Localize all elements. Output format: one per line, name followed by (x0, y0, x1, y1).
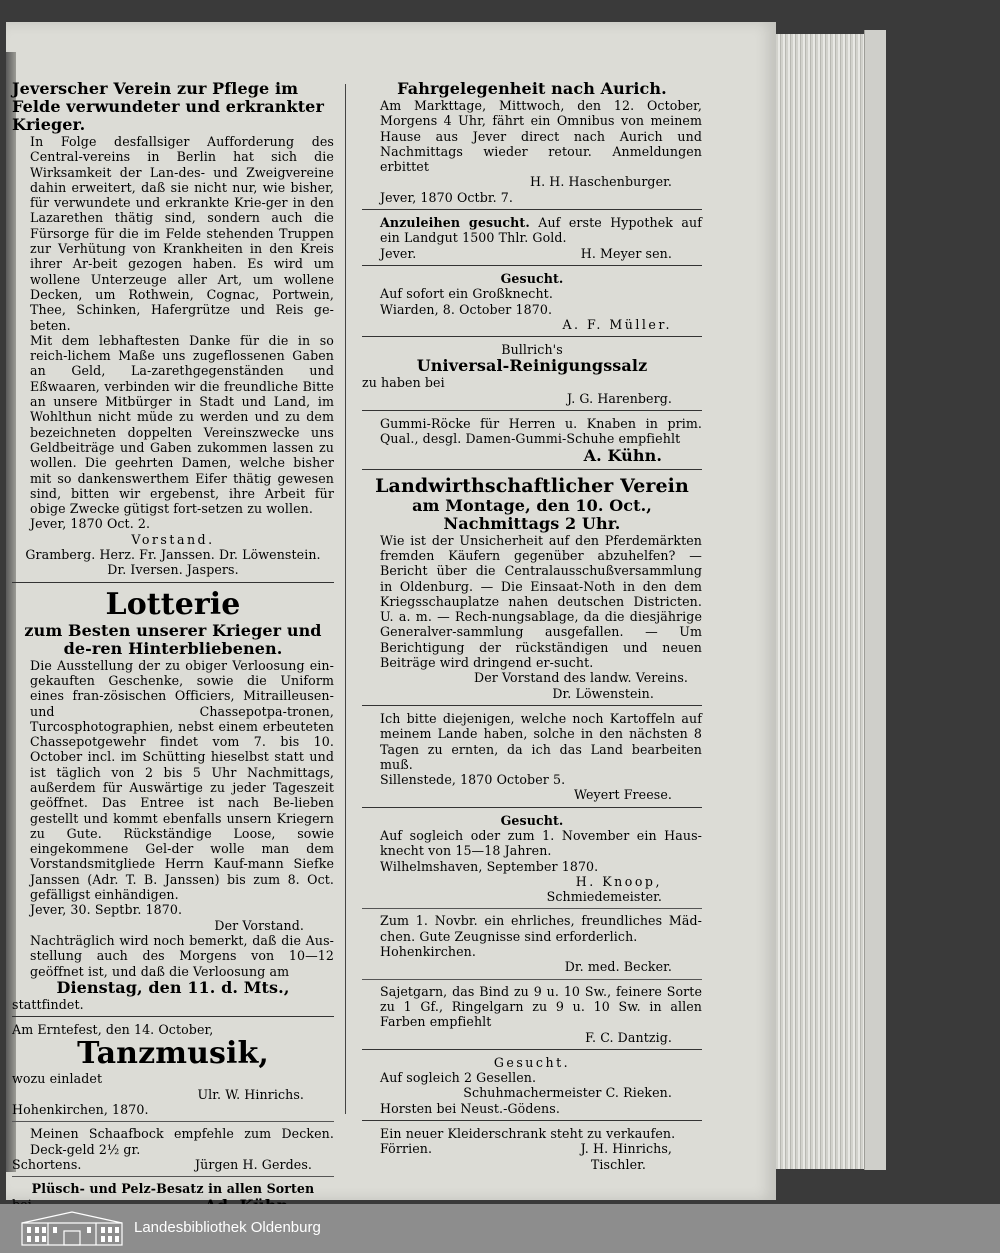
gesellen-place: Horsten bei Neust.-Gödens. (380, 1100, 560, 1116)
separator (12, 1016, 334, 1017)
maedchen-ad (362, 913, 702, 974)
separator (362, 410, 702, 411)
salz-title: Universal-Reinigungssalz (416, 356, 648, 376)
kartoffeln-sign: Weyert Freese. (573, 787, 672, 803)
lotterie-stattfindet: stattfindet. (12, 996, 84, 1012)
separator (362, 705, 702, 706)
verein-title: Jeverscher Verein zur Pflege im Felde verwundeter und erkrankter Krieger. (12, 79, 324, 134)
tanz-sign: Ulr. W. Hinrichs. (197, 1086, 304, 1102)
aurich-ad (362, 80, 702, 205)
gummi-text: Gummi-Röcke für Herren u. Knaben in prim. Qual., desgl. Damen-Gummi-Schuhe empfiehlt (380, 416, 702, 447)
verein-names-1: Gramberg. Herz. Fr. Janssen. Dr. Löwenstein. (25, 547, 321, 563)
sajet-text: Sajetgarn, das Bind zu 9 u. 10 Sw., feinere Sorte zu 1 Gf., Ringelgarn zu 9 u. 10 Sw. in allen Farben empfiehlt (380, 983, 702, 1030)
gummi-ad (362, 416, 702, 465)
lotterie-date: Jever, 30. Septbr. 1870. (30, 902, 183, 918)
landw-sign-1: Der Vorstand des landw. Vereins. (474, 670, 688, 686)
column-divider (345, 84, 346, 1114)
book-cover-edge (864, 30, 886, 1170)
separator (362, 336, 702, 337)
salz-sign: J. G. Harenberg. (567, 390, 672, 406)
separator (362, 1120, 702, 1121)
landw-ad (362, 475, 702, 701)
separator (362, 265, 702, 266)
lotterie-text-2: Nachträglich wird noch bemerkt, daß die Aus-stellung auch des Morgens von 10—12 geöffnet ist, und daß die Verloosung am (30, 932, 334, 979)
grossknecht-date: Wiarden, 8. October 1870. (380, 301, 553, 317)
separator (362, 209, 702, 210)
verein-date: Jever, 1870 Oct. 2. (30, 516, 151, 532)
separator (362, 807, 702, 808)
schrank-sign-2: Tischler. (590, 1156, 646, 1172)
right-column (362, 80, 702, 1176)
lotterie-title: Lotterie (105, 586, 241, 622)
hausknecht-sign-1: H. Knoop, (575, 873, 662, 889)
hausknecht-ad (362, 813, 702, 905)
hausknecht-text: Auf sogleich oder zum 1. November ein Haus-knecht von 15—18 Jahren. (380, 827, 702, 859)
gesellen-sign: Schuhmachermeister C. Rieken. (463, 1085, 672, 1101)
schrank-sign-1: J. H. Hinrichs, (580, 1141, 672, 1157)
grossknecht-sign: A. F. Müller. (562, 316, 672, 332)
salz-ad (362, 342, 702, 406)
anzuleihen-title: Anzuleihen gesucht. (380, 215, 530, 231)
salz-line-1: Bullrich's (501, 342, 563, 358)
kartoffeln-ad (362, 711, 702, 803)
schaafbock-footer (12, 1157, 334, 1172)
hausknecht-title: Gesucht. (500, 812, 564, 828)
library-building-logo (18, 1209, 126, 1247)
landw-text: Wie ist der Unsicherheit auf den Pferdemärkten fremden Käufern gegenüber abzuhelfen? — Bericht über die Centralausschußversammlung in Oldenburg. — Die Einsaat-Noth in den dem Kriegsschauplatze nahen deutschen Districten. U. a. m. — Rech-nungsablage, da die diesjährige Generalver-sammlung ausgefallen. — Um Berichtigung der rückständigen und neuen Beiträge wird dringend er-sucht. (380, 532, 702, 671)
gesellen-title: Gesucht. (493, 1054, 571, 1070)
schrank-ad (362, 1126, 702, 1172)
separator (362, 469, 702, 470)
tanz-ad (12, 1022, 334, 1117)
schrank-place: Förrien. (380, 1141, 433, 1157)
kartoffeln-date: Sillenstede, 1870 October 5. (380, 772, 566, 788)
landw-date-2: Nachmittags 2 Uhr. (443, 513, 621, 533)
landw-date-1: am Montage, den 10. Oct., (412, 495, 652, 515)
verein-text-2: Mit dem lebhaftesten Danke für die in so reich-lichem Maße uns zugeflossenen Gaben an Geld, La-zarethgegenständen und Eßwaaren, verbinden wir die freundliche Bitte an unsere Mitbürger in Stadt und Land, im Wohlthun nicht müde zu werden und zu dem bezeichneten doppelten Vereinszwecke uns Geldbeiträge und Gaben zukommen lassen zu wollen. Die geehrten Damen, welche bisher mit so dankenswerthem Eifer thätig gewesen sind, bitten wir ergebenst, ihre Arbeit für obige Zwecke gütigst fort-setzen zu wollen. (30, 332, 334, 517)
sajet-ad (362, 984, 702, 1045)
schaafbock-place: Schortens. (12, 1156, 82, 1172)
lotterie-text-1: Die Ausstellung der zu obiger Verloosung ein-gekauften Geschenke, sowie die Uniform eines fran-zösischen Officiers, Mitrailleusen- und Chassepotpa-tronen, Turcosphotographien, nebst einem erbeuteten Chassepotgewehr findet vom 7. bis 10. October incl. im Schütting hieselbst statt und ist täglich von 2 bis 5 Uhr Nachmittags, außerdem für Auswärtige zu jeder Tageszeit geöffnet. Das Entree ist nach Be-lieben gestellt und kommt ebenfalls unsern Kriegern zu Gute. Rückständige Loose, sowie eingekommene Gel-der wolle man dem Vorstandsmitgliede Herrn Kauf-mann Siefke Janssen (Adr. T. B. Janssen) bis zum 8. Oct. gefälligst einhändigen. (30, 657, 334, 903)
anzuleihen-place: Jever. (380, 245, 417, 261)
pluesch-text: Plüsch- und Pelz-Besatz in allen Sorten (31, 1181, 315, 1197)
schaafbock-text: Meinen Schaafbock empfehle zum Decken. Deck-geld 2½ gr. (30, 1126, 334, 1157)
lotterie-ad (12, 588, 334, 1013)
grossknecht-title: Gesucht. (500, 270, 564, 286)
kartoffeln-text: Ich bitte diejenigen, welche noch Kartoffeln auf meinem Lande haben, solche in den nächsten 8 Tagen zu ernten, da ich das Land bearbeiten muß. (380, 710, 702, 772)
separator (362, 979, 702, 980)
verein-text-1: In Folge desfallsiger Aufforderung des Central-vereins in Berlin hat sich die Wirksamkeit der Lan-des- und Zweigvereine dahin erweitert, daß sie nicht nur, wie bisher, für verwundete und erkrankte Krie-ger in den Lazarethen thätig sind, sondern auch die Fürsorge für die im Felde stehenden Truppen zur Verhütung von Krankheiten in den Kreis ihrer Ar-beit gezogen haben. Es wird um wollene Unterzeuge aller Art, um wollene Decken, um Rothwein, Cognac, Portwein, Thee, Schinken, Hafergrütze und Reis ge-beten. (30, 134, 334, 333)
footer-bar (0, 1204, 1000, 1253)
tanz-line-1: Am Erntefest, den 14. October, (12, 1022, 214, 1038)
tanz-line-2: wozu einladet (12, 1071, 103, 1087)
schaafbock-sign: Jürgen H. Gerdes. (194, 1156, 312, 1172)
hausknecht-sign-2: Schmiedemeister. (546, 889, 662, 905)
separator (362, 1049, 702, 1050)
separator (12, 1121, 334, 1122)
aurich-title: Fahrgelegenheit nach Aurich. (397, 79, 667, 98)
lotterie-sign: Der Vorstand. (214, 917, 304, 933)
landw-sign-2: Dr. Löwenstein. (552, 685, 654, 701)
schaafbock-ad (12, 1126, 334, 1172)
separator (12, 582, 334, 583)
grossknecht-ad (362, 271, 702, 332)
lotterie-day: Dienstag, den 11. d. Mts., (56, 977, 290, 997)
tanz-title: Tanzmusik, (77, 1036, 269, 1072)
tanz-place: Hohenkirchen, 1870. (12, 1102, 149, 1118)
lotterie-subtitle: zum Besten unserer Krieger und de-ren Hinterbliebenen. (24, 620, 322, 658)
sajet-sign: F. C. Dantzig. (585, 1029, 672, 1045)
gesellen-text: Auf sogleich 2 Gesellen. (380, 1070, 537, 1086)
library-name: Landesbibliothek Oldenburg (134, 1219, 321, 1236)
anzuleihen-sign: H. Meyer sen. (580, 245, 672, 261)
verein-vorstand: Vorstand. (131, 531, 215, 547)
left-column (12, 80, 334, 1219)
salz-line-2: zu haben bei (362, 375, 445, 391)
anzuleihen-ad (362, 215, 702, 261)
maedchen-place: Hohenkirchen. (380, 944, 476, 960)
maedchen-text: Zum 1. Novbr. ein ehrliches, freundliches Mäd-chen. Gute Zeugnisse sind erforderlich. (380, 913, 702, 944)
gesellen-ad (362, 1055, 702, 1116)
landw-title: Landwirthschaftlicher Verein (375, 474, 689, 497)
separator (12, 1176, 334, 1177)
anzuleihen-text: Auf erste Hypothek auf ein Landgut 1500 Thlr. Gold. (380, 215, 702, 246)
schrank-text: Ein neuer Kleiderschrank steht zu verkaufen. (380, 1126, 676, 1142)
aurich-date: Jever, 1870 Octbr. 7. (380, 189, 514, 205)
schrank-footer (362, 1141, 702, 1156)
grossknecht-text: Auf sofort ein Großknecht. (380, 286, 553, 302)
separator (362, 908, 702, 909)
verein-names-2: Dr. Iversen. Jaspers. (107, 562, 239, 578)
aurich-text: Am Markttage, Mittwoch, den 12. October, Morgens 4 Uhr, fährt ein Omnibus von meinem Hause aus Jever direct nach Aurich und Nachmittags wieder retour. Anmeldungen erbittet (380, 98, 702, 175)
aurich-sign: H. H. Haschenburger. (529, 174, 672, 190)
anzuleihen-footer (362, 246, 702, 261)
verein-ad (12, 80, 334, 578)
gummi-sign: A. Kühn. (583, 445, 662, 465)
maedchen-sign: Dr. med. Becker. (564, 959, 672, 975)
hausknecht-date: Wilhelmshaven, September 1870. (380, 858, 599, 874)
